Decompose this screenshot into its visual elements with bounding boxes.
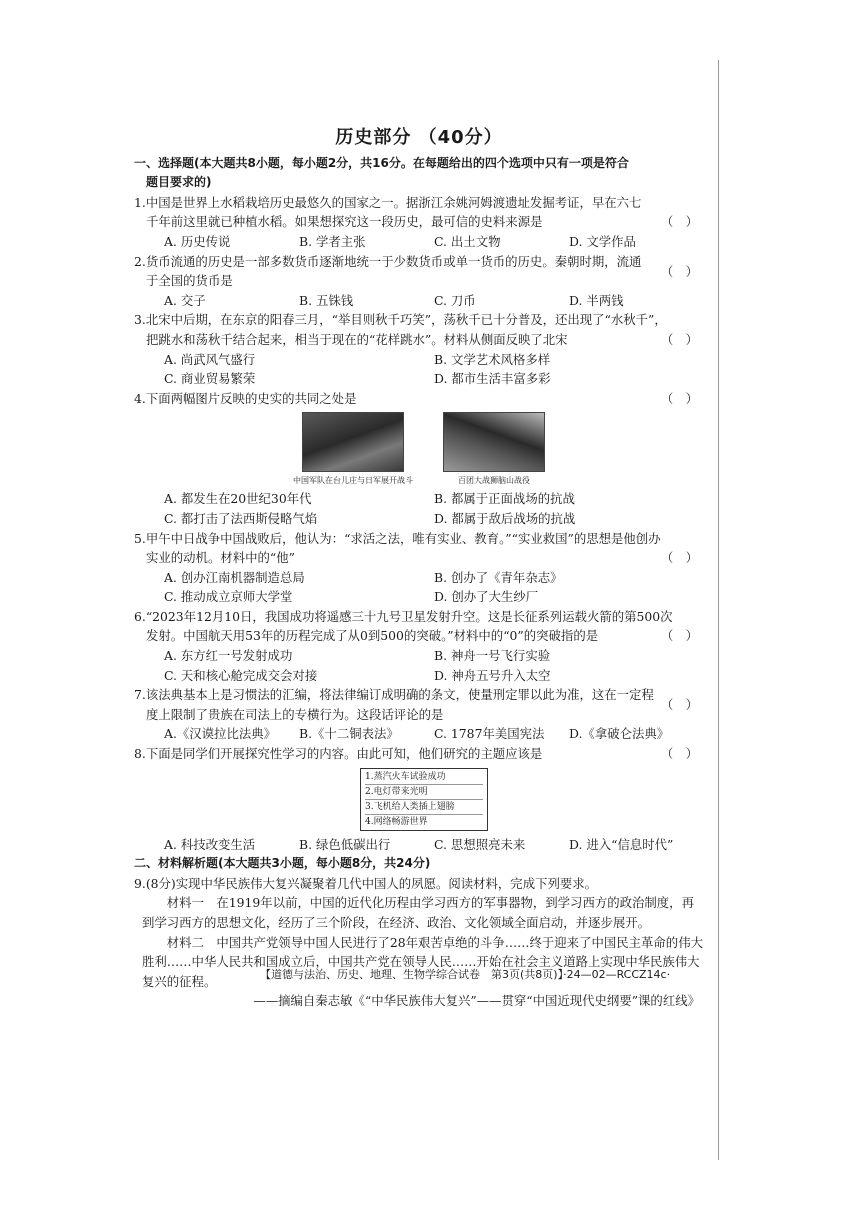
question-stem: 2.货币流通的历史是一部多数货币逐渐地统一于少数货币或单一货币的历史。秦朝时期，流通 [134,253,642,269]
option-b: B. 五铢钱 [299,292,354,308]
answer-bracket: （ ） [660,331,698,347]
option-d: D.《拿破仑法典》 [569,726,670,742]
options [134,835,704,855]
option-b: B. 创办了《青年杂志》 [434,569,563,585]
photo-caption: 百团大战狮脑山战役 [458,476,530,486]
answer-bracket: （ ） [660,697,698,713]
option-b: B. 学者主张 [299,233,366,249]
question-3 [134,310,704,388]
option-d: D. 创办了大生纱厂 [434,589,539,605]
option-c: C. 天和核心舱完成交会对接 [164,667,318,683]
material-2: 材料二 中国共产党领导中国人民进行了28年艰苦卓绝的斗争……终于迎来了中国民主革命的伟大胜利……中华人民共和国成立后，中国共产党在领导人民……开始在社会主义道路上实现中华民族伟大复兴的征程。 [142,934,703,989]
topic-item: 3.飞机给人类插上翅膀 [365,800,483,815]
answer-bracket: （ ） [660,746,698,762]
topic-item: 1.蒸汽火车试验成功 [365,770,483,785]
options [134,724,704,744]
option-c: C. 刀币 [434,292,476,308]
binding-margin-line [718,60,719,1160]
option-b: B. 都属于正面战场的抗战 [434,491,575,507]
photo-caption: 中国军队在台儿庄与日军展开战斗 [293,476,413,486]
question-stem-cont: 千年前这里就已种植水稻。如果想探究这一段历史，最可信的史料来源是 [146,214,543,230]
options [134,291,704,311]
question-6 [134,607,704,685]
option-a: A.《汉谟拉比法典》 [164,726,277,742]
question-stem: 3.北宋中后期，在东京的阳春三月，“举目则秋千巧笑”，荡秋千已十分普及，还出现了“水秋千”， [134,312,667,328]
options [134,232,704,252]
option-d: D. 进入“信息时代” [569,836,674,852]
option-d: D. 都市生活丰富多彩 [434,371,551,387]
battle-photo-1 [302,412,404,472]
option-c: C. 商业贸易繁荣 [164,371,256,387]
option-b: B.《十二铜表法》 [299,726,399,742]
option-c: C. 都打击了法西斯侵略气焰 [164,510,318,526]
question-stem-cont: 于全国的货币是 [146,273,233,289]
option-a: A. 尚武风气盛行 [164,351,256,367]
topic-item: 2.电灯带来光明 [365,785,483,800]
answer-bracket: （ ） [660,550,698,566]
question-4 [134,389,704,529]
photo-taierzhuang [293,412,413,487]
option-d: D. 半两钱 [569,292,624,308]
option-a: A. 都发生在20世纪30年代 [164,491,312,507]
photo-hundred-regiments [443,412,545,487]
answer-bracket: （ ） [660,214,698,230]
question-stem-cont: 把跳水和荡秋千结合起来，相当于现在的“花样跳水”。材料从侧面反映了北宋 [146,331,568,347]
battle-photo-2 [443,412,545,472]
options [134,646,704,685]
page-footer: 【道德与法治、历史、地理、生物学综合试卷 第3页(共8页)】·24—02—RCCZ14c· [260,968,671,981]
question-7 [134,685,704,744]
answer-bracket: （ ） [660,390,698,406]
question-5 [134,529,704,607]
question-9-stem: 9.(8分)实现中华民族伟大复兴凝聚着几代中国人的夙愿。阅读材料，完成下列要求。 [134,875,598,891]
option-a: A. 交子 [164,292,206,308]
study-topics-box [360,768,488,831]
option-c: C. 出土文物 [434,233,501,249]
section2-heading: 二、材料解析题(本大题共3小题，每小题8分，共24分) [134,856,431,871]
question-1 [134,193,704,252]
topic-item: 4.网络畅游世界 [365,816,428,827]
option-a: A. 历史传说 [164,233,231,249]
photo-pair [134,412,704,487]
option-a: A. 东方红一号发射成功 [164,648,293,664]
option-b: B. 神舟一号飞行实验 [434,648,551,664]
section1-heading-cont: 题目要求的) [146,175,212,190]
question-stem: 6.“2023年12月10日，我国成功将遥感三十九号卫星发射升空。这是长征系列运载火箭的第500次 [134,608,673,624]
material-1: 材料一 在1919年以前，中国的近代化历程由学习西方的军事器物，到学习西方的政治制度，再到学习西方的思想文化，经历了三个阶段，在经济、政治、文化领域全面启动，并逐步展开。 [142,895,694,930]
section1-heading: 一、选择题(本大题共8小题，每小题2分，共16分。在每题给出的四个选项中只有一项是符合 [134,155,629,170]
option-c: C. 1787年美国宪法 [434,726,545,742]
option-a: A. 科技改变生活 [164,836,256,852]
question-2 [134,252,704,311]
option-d: D. 文学作品 [569,233,636,249]
option-b: B. 文学艺术风格多样 [434,351,551,367]
options [134,568,704,607]
question-8 [134,744,704,854]
question-stem: 7.该法典基本上是习惯法的汇编，将法律编订成明确的条文，使量刑定罪以此为准，这在一定程 [134,687,654,703]
exam-content [134,128,704,1011]
question-stem: 5.甲午中日战争中国战败后，他认为：“求活之法，唯有实业、教育。”“实业救国”的思想是他创办 [134,530,661,546]
option-d: D. 神舟五号升入太空 [434,667,551,683]
option-b: B. 绿色低碳出行 [299,836,391,852]
option-d: D. 都属于敌后战场的抗战 [434,510,576,526]
question-stem-cont: 度上限制了贵族在司法上的专横行为。这段话评论的是 [146,706,444,722]
question-stem: 1.中国是世界上水稻栽培历史最悠久的国家之一。据浙江余姚河姆渡遗址发掘考证，早在六七 [134,194,642,210]
option-c: C. 思想照亮未来 [434,836,526,852]
question-stem-cont: 发射。中国航天用53年的历程完成了从0到500的突破。”材料中的“0”的突破指的是 [146,628,599,644]
page-title: 历史部分 （40分） [335,127,503,148]
question-stem: 4.下面两幅图片反映的史实的共同之处是 [134,390,357,406]
answer-bracket: （ ） [660,628,698,644]
option-a: A. 创办江南机器制造总局 [164,569,305,585]
question-stem: 8.下面是同学们开展探究性学习的内容。由此可知，他们研究的主题应该是 [134,746,543,762]
options [134,489,704,528]
answer-bracket: （ ） [660,263,698,279]
question-stem-cont: 实业的动机。材料中的“他” [146,550,295,566]
options [134,350,704,389]
material-source: ——摘编自秦志敏《“中华民族伟大复兴”——贯穿“中国近现代史纲要”课的红线》 [253,993,700,1009]
option-c: C. 推动成立京师大学堂 [164,589,293,605]
